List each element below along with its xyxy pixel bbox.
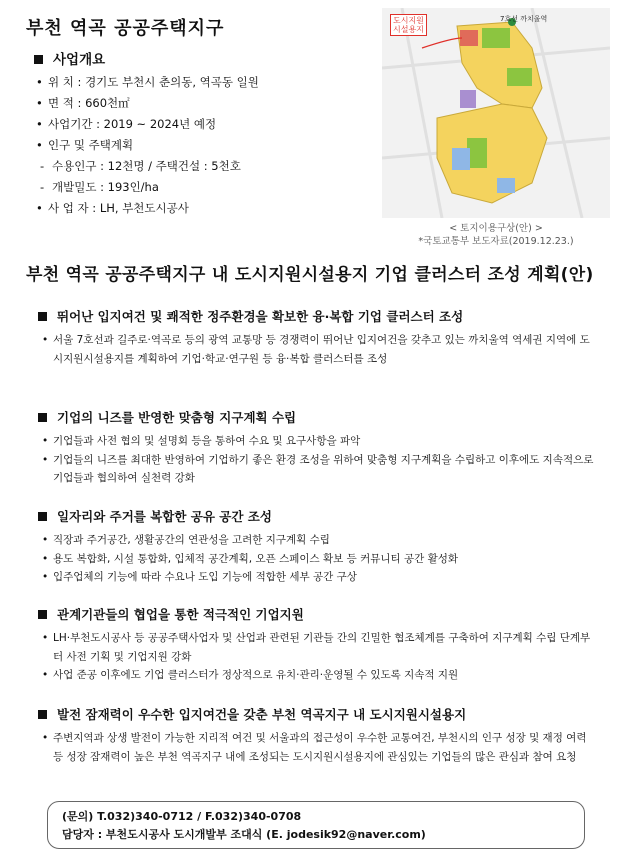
overview-row-operator: • 사 업 자 : LH, 부천도시공사 — [36, 201, 189, 215]
district-red-block — [460, 30, 478, 46]
square-bullet-icon — [38, 312, 47, 321]
overview-heading: 사업개요 — [34, 48, 105, 68]
section-1 — [38, 307, 598, 368]
square-bullet-icon — [38, 610, 47, 619]
land-use-map — [382, 8, 610, 218]
section-5 — [38, 705, 598, 766]
district-blue-block-2 — [497, 178, 515, 193]
contact-person: 담당자 : 부천도시공사 도시개발부 조대식 (E. jodesik92@naver.com) — [62, 828, 426, 841]
district-green-park-1 — [482, 28, 510, 48]
map-caption-source: *국토교통부 보도자료(2019.12.23.) — [418, 236, 574, 247]
overview-row-density: - 개발밀도 : 193인/ha — [40, 180, 159, 194]
section-2 — [38, 408, 598, 488]
overview-row-period: • 사업기간 : 2019 ~ 2024년 예정 — [36, 117, 217, 131]
overview-row-area: • 면 적 : 660천㎡ — [36, 96, 130, 110]
section-heading: 뛰어난 입지여건 및 쾌적한 정주환경을 확보한 융·복합 기업 클러스터 조성 — [38, 307, 598, 325]
overview-row-location: • 위 치 : 경기도 부천시 춘의동, 역곡동 일원 — [36, 75, 259, 89]
main-title: 부천 역곡 공공주택지구 내 도시지원시설용지 기업 클러스터 조성 계획(안) — [26, 265, 594, 285]
square-bullet-icon — [38, 710, 47, 719]
list-item: • 기업들의 니즈를 최대한 반영하여 기업하기 좋은 환경 조성을 위하여 맞춤형 지구계획을 수립하고 이후에도 지속적으로 기업들과 협의하여 실천력 강화 — [42, 453, 594, 484]
map-label-station: 7호선 까치울역 — [500, 15, 548, 23]
list-item: • 직장과 주거공간, 생활공간의 연관성을 고려한 지구계획 수립 — [42, 534, 330, 546]
overview-row-population-plan: • 인구 및 주택계획 — [36, 138, 134, 152]
map-caption — [382, 222, 610, 248]
list-item: • 용도 복합화, 시설 통합화, 입체적 공간계획, 오픈 스페이스 확보 등 커뮤니티 공간 활성화 — [42, 552, 459, 565]
district-purple-block — [460, 90, 476, 108]
contact-box — [47, 801, 585, 849]
overview-list — [36, 72, 259, 219]
section-3 — [38, 507, 598, 587]
list-item: • 기업들과 사전 협의 및 설명회 등을 통하여 수요 및 요구사항을 파악 — [42, 435, 361, 447]
section-heading: 발전 잠재력이 우수한 입지여건을 갖춘 부천 역곡지구 내 도시지원시설용지 — [38, 705, 598, 723]
district-blue-block-1 — [452, 148, 470, 170]
section-heading: 기업의 니즈를 반영한 맞춤형 지구계획 수립 — [38, 408, 598, 426]
map-caption-title: < 토지이용구상(안) > — [449, 223, 543, 234]
district-green-park-2 — [507, 68, 532, 86]
list-item: • 서울 7호선과 길주로·역곡로 등의 광역 교통망 등 경쟁력이 뛰어난 입지여건을 갖추고 있는 까치울역 역세권 지역에 도시지원시설용지를 계획하여 기업·학교·연구원 등 융·복합 클러스터를 조성 — [42, 334, 590, 365]
overview-row-population: - 수용인구 : 12천명 / 주택건설 : 5천호 — [40, 159, 241, 173]
map-label-red: 도시지원 시설용지 — [390, 14, 427, 36]
list-item: • 입주업체의 기능에 따라 수요나 도입 기능에 적합한 세부 공간 구상 — [42, 571, 357, 583]
contact-phone: (문의) T.032)340-0712 / F.032)340-0708 — [62, 810, 302, 823]
page-title: 부천 역곡 공공주택지구 — [26, 18, 225, 39]
section-heading: 일자리와 주거를 복합한 공유 공간 조성 — [38, 507, 598, 525]
list-item: • 주변지역과 상생 발전이 가능한 지리적 여건 및 서울과의 접근성이 우수한 교통여건, 부천시의 인구 성장 및 재정 여력 등 성장 잠재력이 높은 부천 역곡지구 내에 조성되는 도시지원시설용지에 관심있는 기업들의 많은 관심과 참여 요청 — [42, 732, 587, 763]
square-bullet-icon — [38, 512, 47, 521]
square-bullet-icon — [38, 413, 47, 422]
section-heading: 관계기관들의 협업을 통한 적극적인 기업지원 — [38, 605, 598, 623]
list-item: • LH·부천도시공사 등 공공주택사업자 및 산업과 관련된 기관들 간의 긴밀한 협조체계를 구축하여 지구계획 수립 단계부터 사전 기획 및 기업지원 강화 — [42, 632, 591, 663]
list-item: • 사업 준공 이후에도 기업 클러스터가 정상적으로 유치·관리·운영될 수 있도록 지속적 지원 — [42, 669, 459, 681]
section-4 — [38, 605, 598, 685]
square-bullet-icon — [34, 55, 43, 64]
